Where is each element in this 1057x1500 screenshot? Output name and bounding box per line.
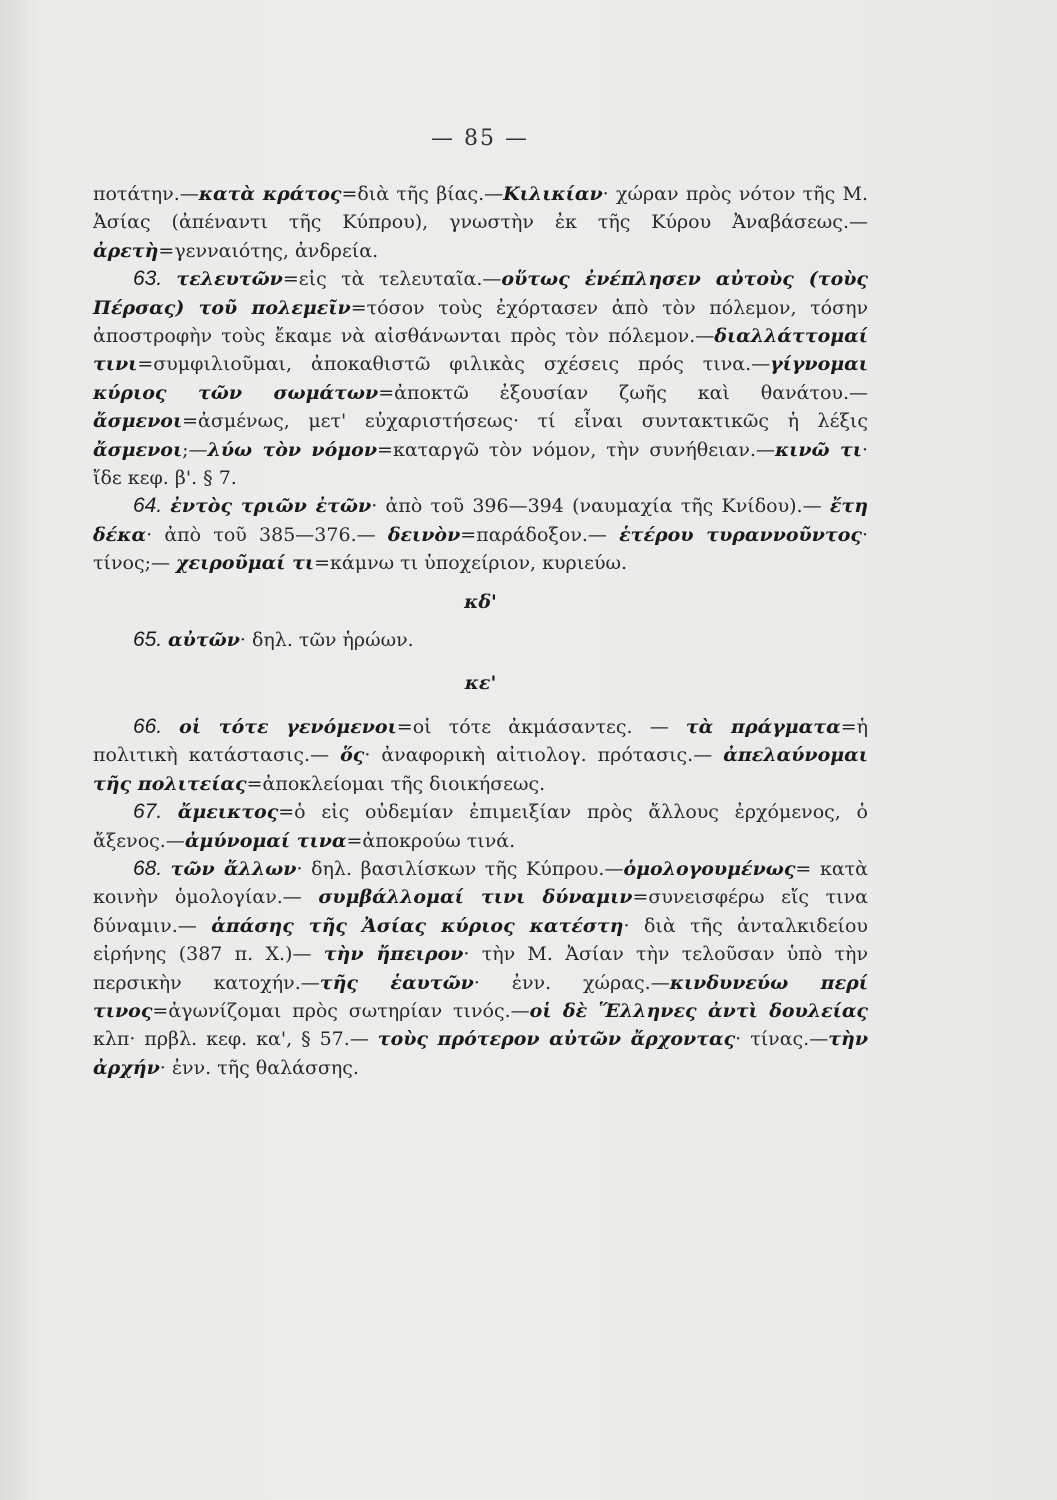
commentary-paragraph xyxy=(93,626,868,654)
lemma: ἄμεικτος xyxy=(177,801,279,824)
gloss-text: = κατὰ κοινὴν ὁμολογίαν.— xyxy=(93,857,869,909)
lemma: τελευτῶν xyxy=(176,268,283,291)
lemma: ἀρετὴ xyxy=(93,239,159,262)
lemma: Κιλικίαν xyxy=(503,183,603,205)
gloss-text: =διὰ τῆς βίας.— xyxy=(341,183,504,205)
gloss-text: =ἀσμένως, μετ' εὐχαριστήσεως· τί εἶναι συντακτικῶς ἡ λέξις xyxy=(182,410,868,433)
chapter-heading: κδ' xyxy=(464,590,497,613)
lemma: ἀπελαύνομαι τῆς πολιτείας xyxy=(93,744,868,795)
gloss-text: =συνεισφέρω εἴς τινα δύναμιν.— xyxy=(93,886,869,937)
lemma: κινῶ τι xyxy=(774,438,862,461)
chapter-heading: κε' xyxy=(464,671,497,694)
gloss-text: · δηλ. τῶν ἡρώων. xyxy=(239,629,414,652)
section-number: 66. xyxy=(133,714,180,738)
lemma: αὐτῶν xyxy=(168,629,240,652)
lemma: ἐντὸς τριῶν ἐτῶν xyxy=(170,495,372,518)
gloss-text: · ἴδε κεφ. β'. § 7. xyxy=(93,438,868,490)
lemma: γίγνομαι κύριος τῶν σωμάτων xyxy=(93,353,868,404)
lemma: ἄσμενοι xyxy=(93,438,183,461)
lemma: ἑτέρου τυραννοῦντος xyxy=(619,523,862,546)
lemma: ἀμύνομαί τινα xyxy=(184,829,347,852)
lemma: οἱ δὲ Ἕλληνες ἀντὶ δουλείας xyxy=(529,999,869,1022)
section-number: 68. xyxy=(133,856,171,880)
lemma: συμβάλλομαί τινι δύναμιν xyxy=(318,886,633,909)
lemma: χειροῦμαί τι xyxy=(176,552,315,575)
gloss-text: =συμφιλιοῦμαι, ἀποκαθιστῶ φιλικὰς σχέσεις πρός τινα.— xyxy=(137,353,771,376)
gloss-text: ποτάτην.— xyxy=(93,183,199,205)
lemma: διαλλάττομαί τινι xyxy=(93,325,868,376)
gloss-text: =ἀγωνίζομαι πρὸς σωτηρίαν τινός.— xyxy=(152,999,530,1022)
gloss-text: · τίνος;— xyxy=(93,523,868,575)
gloss-text: =ὁ εἰς οὐδεμίαν ἐπιμειξίαν πρὸς ἄλλους ἐρχόμενος, ὁ ἄξενος.— xyxy=(93,801,868,852)
gloss-text: =παράδοξον.— xyxy=(460,523,620,546)
gloss-text: · χώραν πρὸς νότον τῆς Μ. Ἀσίας (ἀπέναντι τῆς Κύπρου), γνωστὴν ἐκ τῆς Κύρου Ἀναβάσεως.— xyxy=(93,183,869,234)
section-number: 63. xyxy=(133,267,177,291)
gloss-text: κλπ· πρβλ. κεφ. κα', § 57.— xyxy=(93,1028,378,1051)
section-number: 65. xyxy=(133,628,169,652)
section-number: 64. xyxy=(133,494,171,518)
lemma: ὅς xyxy=(340,744,365,767)
gloss-text: · ἐνν. χώρας.— xyxy=(473,971,670,994)
lemma: τῆς ἑαυτῶν xyxy=(319,971,474,994)
lemma: λύω τὸν νόμον xyxy=(207,438,378,461)
commentary-paragraph xyxy=(93,492,868,577)
lemma: ἔτη δέκα xyxy=(93,495,869,546)
gloss-text: =ἀποκρούω τινά. xyxy=(346,829,516,852)
commentary-paragraph xyxy=(93,855,868,1082)
gloss-text: ;— xyxy=(182,438,208,461)
gloss-text: =κάμνω τι ὑποχείριον, κυριεύω. xyxy=(314,552,628,575)
commentary-paragraph xyxy=(93,713,868,798)
lemma: τὴν ἀρχήν xyxy=(93,1028,868,1079)
lemma: τὰ πράγματα xyxy=(685,715,841,738)
commentary-text xyxy=(93,180,868,1082)
lemma: δεινὸν xyxy=(387,523,461,546)
lemma: ὁμολογουμένως xyxy=(623,857,796,880)
gloss-text: =ἡ πολιτικὴ κατάστασις.— xyxy=(93,715,868,767)
gloss-text: · ἀναφορικὴ αἰτιολογ. πρότασις.— xyxy=(364,744,724,767)
lemma: ἁπάσης τῆς Ἀσίας κύριος κατέστη xyxy=(211,914,624,937)
gloss-text: =οἱ τότε ἀκμάσαντες. — xyxy=(396,715,686,738)
gloss-text: · τίνας.— xyxy=(735,1028,829,1051)
lemma: τῶν ἄλλων xyxy=(170,857,297,880)
gloss-text: =γενναιότης, ἀνδρεία. xyxy=(158,239,379,262)
gloss-text: =καταργῶ τὸν νόμον, τὴν συνήθειαν.— xyxy=(377,438,775,461)
gloss-text: · ἀπὸ τοῦ 396—394 (ναυμαχία τῆς Κνίδου).— xyxy=(371,495,830,518)
gloss-text: =ἀποκτῶ ἐξουσίαν ζωῆς καὶ θανάτου.— xyxy=(378,381,868,404)
lemma: κατὰ κράτος xyxy=(198,183,342,205)
lemma: οὕτως ἐνέπλησεν αὐτοὺς (τοὺς Πέρσας) τοῦ πολεμεῖν xyxy=(93,268,868,319)
commentary-paragraph xyxy=(93,180,868,265)
gloss-text: · ἐνν. τῆς θαλάσσης. xyxy=(159,1056,359,1079)
lemma: τοὺς πρότερον αὐτῶν ἄρχοντας xyxy=(377,1028,736,1051)
commentary-paragraph xyxy=(93,798,868,855)
gloss-text: · δηλ. βασιλίσκων τῆς Κύπρου.— xyxy=(296,857,624,880)
commentary-paragraph xyxy=(93,265,868,492)
page-number: — 85 — xyxy=(431,126,529,151)
lemma: οἱ τότε γενόμενοι xyxy=(179,715,397,738)
section-number: 67. xyxy=(133,800,178,824)
gloss-text: =ἀποκλείομαι τῆς διοικήσεως. xyxy=(246,772,546,795)
lemma: ἄσμενοι xyxy=(93,410,183,433)
gloss-text: · τὴν Μ. Ἀσίαν τὴν τελοῦσαν ὑπὸ τὴν περσικὴν κατοχήν.— xyxy=(93,943,868,994)
gloss-text: =εἰς τὰ τελευταῖα.— xyxy=(282,268,502,291)
lemma: κινδυνεύω περί τινος xyxy=(93,971,868,1022)
gloss-text: =τόσον τοὺς ἐχόρτασεν ἀπὸ τὸν πόλεμον, τόσην ἀποστροφὴν τοὺς ἔκαμε νὰ αἰσθάνωνται πρὸς τὸν πόλεμον.— xyxy=(93,296,869,348)
gloss-text: · διὰ τῆς ἀνταλκιδείου εἰρήνης (387 π. Χ.)— xyxy=(93,914,868,966)
lemma: τὴν ἤπειρον xyxy=(323,943,464,966)
gloss-text: · ἀπὸ τοῦ 385—376.— xyxy=(146,523,388,546)
